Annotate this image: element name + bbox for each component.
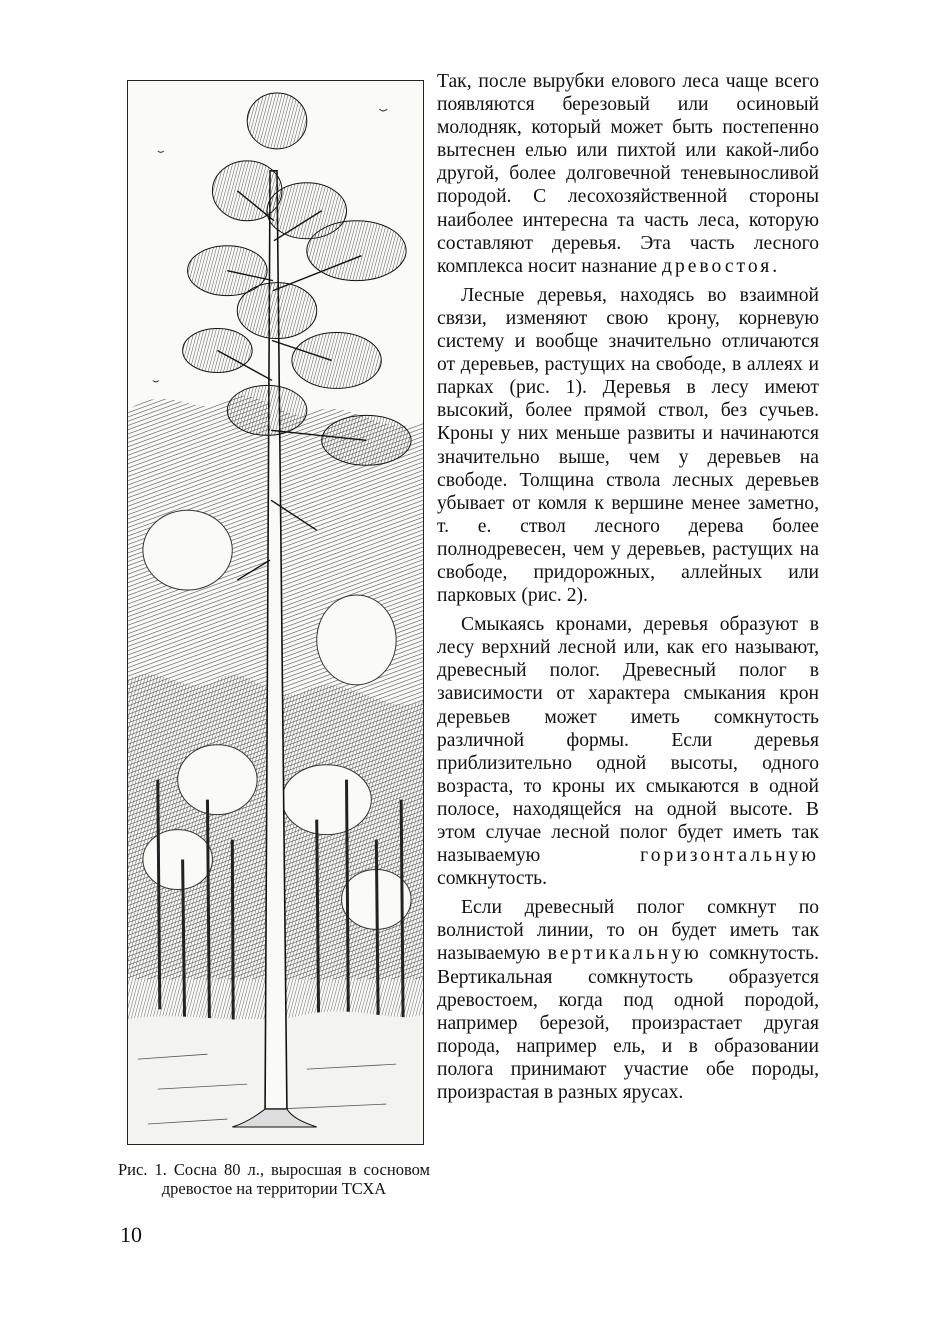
forest-engraving: [128, 81, 423, 1144]
paragraph-4: [437, 896, 819, 1104]
page-number: 10: [120, 1222, 142, 1247]
paragraph-3-end: сомкнутость.: [437, 868, 548, 890]
paragraph-1-text: Так, после вырубки елового леса чаще всего появляются березовый или осиновый молодняк, который может быть постепенно вытеснен елью или пихтой или какой-либо другой, более долговечной теневыносливой породой. С лесохозяйственной стороны наиболее интересна та часть леса, которую составляют деревья. Эта часть лесного комплекса носит назнание: [437, 71, 819, 277]
body-text: [437, 70, 819, 1104]
paragraph-4-end: сомкнутость. Вертикальная сомкнутость образуется древостоем, когда под одной породой, например березой, произрастает другая порода, например ель, и в образовании полога принимают участие обе породы, произрастая в разных ярусах.: [437, 943, 819, 1104]
paragraph-3: [437, 613, 819, 890]
term-vertical: вертикальную: [547, 943, 702, 965]
paragraph-4-text: Если древесный полог сомкнут по волнистой линии, то он будет иметь так называемую: [437, 897, 819, 965]
paragraph-3-text: Смыкаясь кронами, деревья образуют в лесу верхний лесной или, как его называют, древесный полог. Древесный полог в зависимости от характера смыкания крон деревьев может иметь сомкнутость различной формы. Если деревья приблизительно одной высоты, одного возраста, то кроны их смыкаются в одной полосе, находящейся на одной высоте. В этом случае лесной полог будет иметь так называемую: [437, 614, 819, 867]
term-drevostoy: древостоя.: [661, 255, 781, 277]
paragraph-2: Лесные деревья, находясь во взаимной связи, изменяют свою крону, корневую систему и вообще значительно отличаются от деревьев, растущих на свободе, в аллеях и парках (рис. 1). Деревья в лесу имеют высокий, более прямой ствол, без сучьев. Кроны у них меньше развиты и начинаются значительно выше, чем у деревьев на свободе. Толщина ствола лесных деревьев убывает от комля к вершине менее заметно, т. е. ствол лесного дерева более полнодревесен, чем у деревьев, растущих на свободе, придорожных, аллейных или парковых (рис. 2).: [437, 284, 819, 607]
pine-tree-illustration: [127, 80, 424, 1145]
figure-caption: Рис. 1. Сосна 80 л., выросшая в сосновом древостое на территории ТСХА: [118, 1160, 430, 1198]
term-horizontal: горизонтальную: [640, 845, 819, 867]
paragraph-1: [437, 70, 819, 278]
